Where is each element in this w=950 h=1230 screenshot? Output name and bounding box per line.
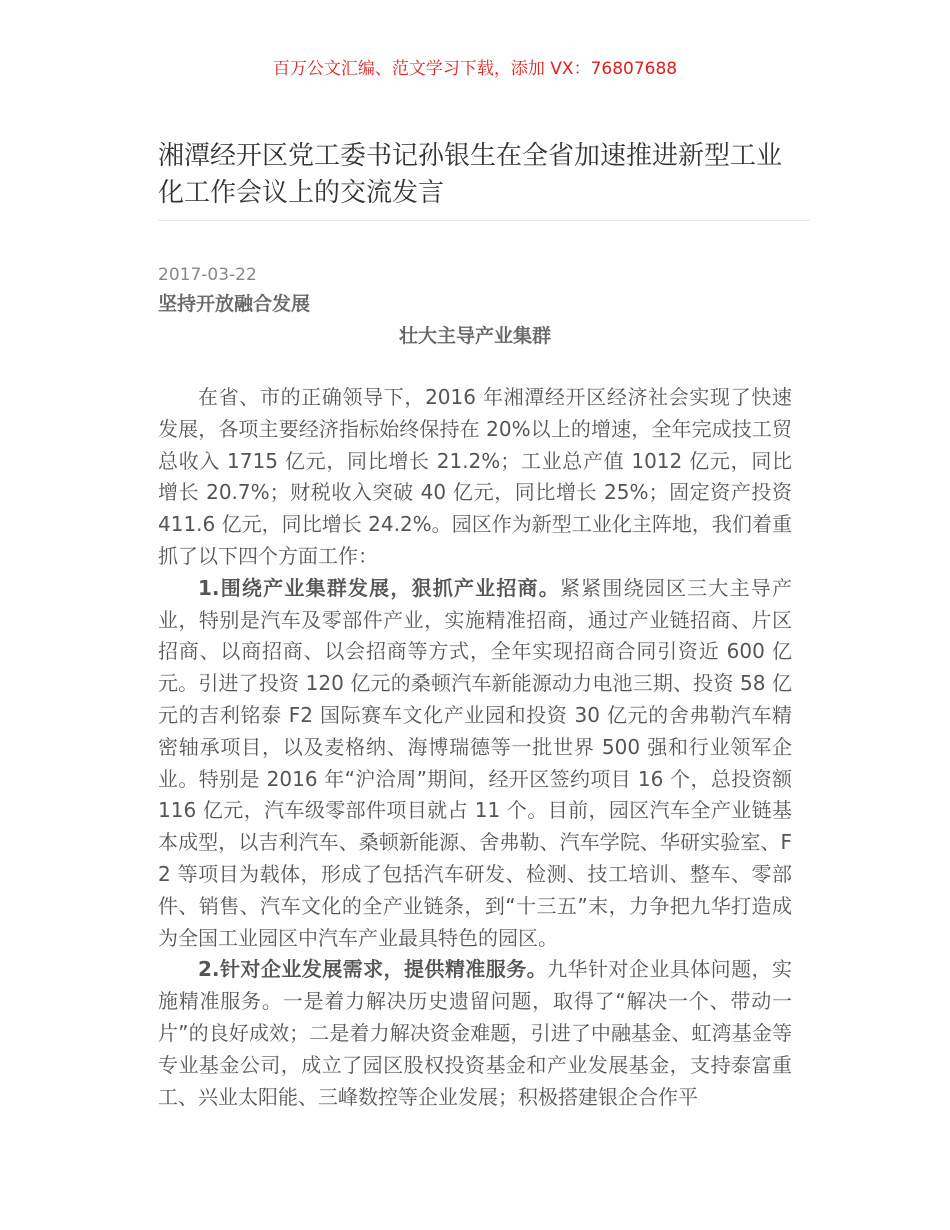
- paragraph-lead: 2.针对企业发展需求，提供精准服务。: [198, 957, 548, 982]
- article-body: [158, 382, 792, 1113]
- paragraph-service: [158, 954, 792, 1113]
- paragraph-text: 九华针对企业具体问题，实施精准服务。一是着力解决历史遗留问题，取得了“解决一个、带动一片”的良好成效；二是着力解决资金难题，引进了中融基金、虹湾基金等专业基金公司，成立了园区股权投资基金和产业发展基金，支持泰富重工、兴业太阳能、三峰数控等企业发展；积极搭建银企合作平: [158, 957, 792, 1109]
- section-heading: 壮大主导产业集群: [398, 325, 551, 347]
- article-title: 湘潭经开区党工委书记孙银生在全省加速推进新型工业化工作会议上的交流发言: [158, 141, 783, 208]
- paragraph-intro: [158, 382, 792, 573]
- title-divider: [158, 220, 810, 221]
- paragraph-investment: [158, 573, 792, 955]
- paragraph-lead: 1.围绕产业集群发展，狠抓产业招商。: [198, 575, 560, 600]
- publish-date: 2017-03-22: [158, 265, 257, 285]
- paragraph-text: 在省、市的正确领导下，2016 年湘潭经开区经济社会实现了快速发展，各项主要经济指标始终保持在 20%以上的增速，全年完成技工贸总收入 1715 亿元，同比增长 21.2%；工业总产值 1012 亿元，同比增长 20.7%；财税收入突破 40 亿元，同比增长 25%；固定资产投资 411.6 亿元，同比增长 24.2%。园区作为新型工业化主阵地，我们着重抓了以下四个方面工作：: [158, 385, 792, 568]
- paragraph-text: 紧紧围绕园区三大主导产业，特别是汽车及零部件产业，实施精准招商，通过产业链招商、片区招商、以商招商、以会招商等方式，全年实现招商合同引资近 600 亿元。引进了投资 120 亿元的桑顿汽车新能源动力电池三期、投资 58 亿元的吉利铭泰 F2 国际赛车文化产业园和投资 30 亿元的舍弗勒汽车精密轴承项目，以及麦格纳、海博瑞德等一批世界 500 强和行业领军企业。特别是 2016 年“沪洽周”期间，经开区签约项目 16 个，总投资额 116 亿元，汽车级零部件项目就占 11 个。目前，园区汽车全产业链基本成型，以吉利汽车、桑顿新能源、舍弗勒、汽车学院、华研实验室、F2 等项目为载体，形成了包括汽车研发、检测、技工培训、整车、零部件、销售、汽车文化的全产业链条，到“十三五”末，力争把九华打造成为全国工业园区中汽车产业最具特色的园区。: [158, 575, 792, 950]
- article-subtitle: 坚持开放融合发展: [158, 293, 311, 315]
- promo-banner: 百万公文汇编、范文学习下载，添加 VX：76807688: [272, 59, 678, 79]
